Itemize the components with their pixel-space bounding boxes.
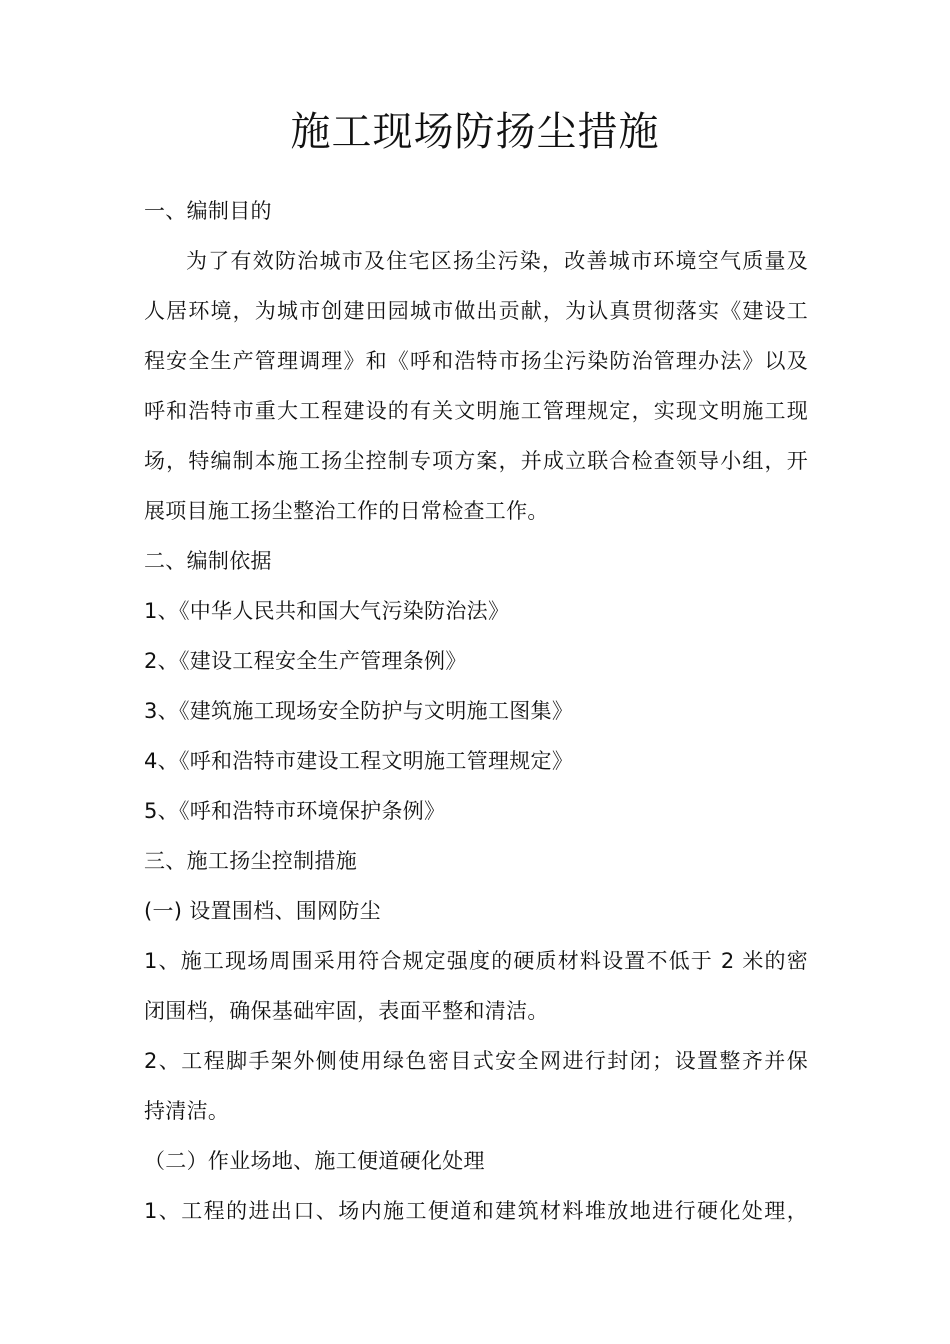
text-line: 2、《建设工程安全生产管理条例》 <box>144 649 467 673</box>
text-line: 人居环境，为城市创建田园城市做出贡献，为认真贯彻落实《建设工 <box>144 299 808 323</box>
text-line: 4、《呼和浩特市建设工程文明施工管理规定》 <box>144 749 574 773</box>
text-line: 持清洁。 <box>144 1099 230 1123</box>
text-line: 一、编制目的 <box>144 199 272 223</box>
text-line: （二）作业场地、施工便道硬化处理 <box>144 1149 485 1173</box>
text-line: 闭围档，确保基础牢固，表面平整和清洁。 <box>144 999 549 1023</box>
text-line: 场，特编制本施工扬尘控制专项方案，并成立联合检查领导小组，开 <box>144 449 808 473</box>
text-line: 1、《中华人民共和国大气污染防治法》 <box>144 599 510 623</box>
text-line: 三、施工扬尘控制措施 <box>144 849 357 873</box>
text-line: 1、施工现场周围采用符合规定强度的硬质材料设置不低于 2 米的密 <box>144 949 808 973</box>
text-line: 1、工程的进出口、场内施工便道和建筑材料堆放地进行硬化处理， <box>144 1199 808 1223</box>
text-line: 2、工程脚手架外侧使用绿色密目式安全网进行封闭；设置整齐并保 <box>144 1049 808 1073</box>
text-line: 展项目施工扬尘整治工作的日常检查工作。 <box>144 499 549 523</box>
document-title: 施工现场防扬尘措施 <box>290 109 660 155</box>
text-line: 二、编制依据 <box>144 549 272 573</box>
text-line: 程安全生产管理调理》和《呼和浩特市扬尘污染防治管理办法》以及 <box>144 349 808 373</box>
text-line: 3、《建筑施工现场安全防护与文明施工图集》 <box>144 699 574 723</box>
document-body <box>144 186 808 1236</box>
text-line: 5、《呼和浩特市环境保护条例》 <box>144 799 446 823</box>
text-line: (一) 设置围档、围网防尘 <box>144 899 381 923</box>
text-line: 呼和浩特市重大工程建设的有关文明施工管理规定，实现文明施工现 <box>144 399 808 423</box>
text-line: 为了有效防治城市及住宅区扬尘污染，改善城市环境空气质量及 <box>186 249 808 273</box>
